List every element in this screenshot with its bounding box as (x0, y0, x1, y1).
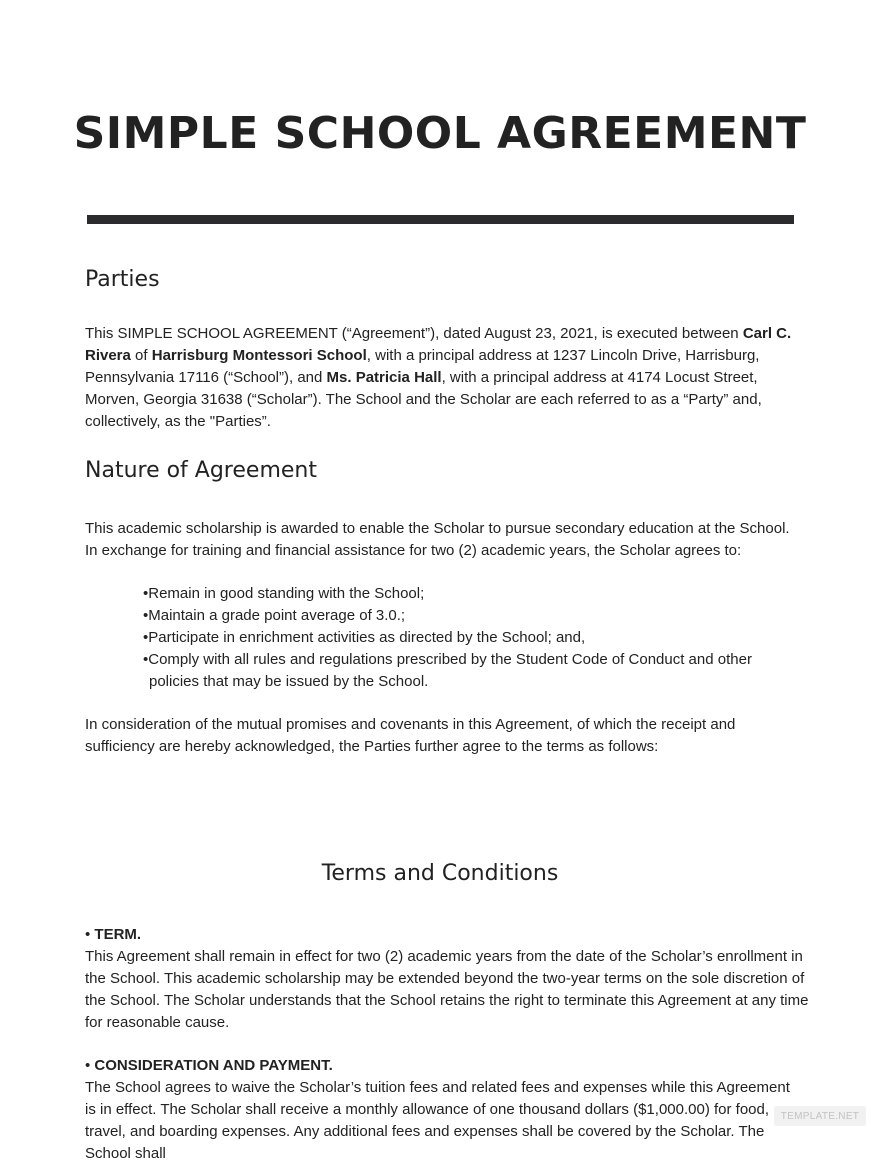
list-item: •Maintain a grade point average of 3.0.; (143, 607, 406, 624)
parties-paragraph: This SIMPLE SCHOOL AGREEMENT (“Agreement”), dated August 23, 2021, is executed between Carl C. Rivera of Harrisburg Montessori School, with a principal address at 1237 Lincoln Drive, Harrisburg, Pennsylvania 17116 (“School”), and Ms. Patricia Hall, with a principal address at 4174 Locust Street, Morven, Georgia 31638 (“Scholar”). The School and the Scholar are each referred to as a “Party” and, collectively, as the "Parties”. (85, 325, 792, 430)
term-text: This Agreement shall remain in effect for two (2) academic years from the date of the Scholar’s enrollment in the School. This academic scholarship may be extended beyond the two-year terms on the sole discretion of the School. The Scholar understands that the School retains the right to terminate this Agreement at any time for reasonable cause. (85, 948, 809, 1031)
terms-heading: Terms and Conditions (321, 861, 559, 886)
scholar-name: Ms. Patricia Hall (326, 369, 442, 386)
school-name: Harrisburg Montessori School (151, 347, 367, 364)
watermark-badge: TEMPLATE.NET (774, 1106, 866, 1126)
list-item: •Comply with all rules and regulations prescribed by the Student Code of Conduct and other policies that may be issued by the School. (143, 651, 752, 690)
nature-heading: Nature of Agreement (85, 458, 317, 483)
nature-intro: This academic scholarship is awarded to enable the Scholar to pursue secondary education at the School. In exchange for training and financial assistance for two (2) academic years, the Scholar agrees to: (85, 520, 790, 559)
consideration-text: The School agrees to waive the Scholar’s tuition fees and related fees and expenses while this Agreement is in effect. The Scholar shall receive a monthly allowance of one thousand dollars ($1,000.00) for food, travel, and boarding expenses. Any additional fees and expenses shall be covered by the Scholar. The School shall (85, 1079, 790, 1162)
list-item: •Participate in enrichment activities as directed by the School; and, (143, 629, 586, 646)
document-title: SIMPLE SCHOOL AGREEMENT (73, 108, 807, 159)
consideration-label: • CONSIDERATION AND PAYMENT. (85, 1057, 333, 1074)
parties-heading: Parties (85, 267, 160, 292)
list-item: •Remain in good standing with the School; (143, 585, 425, 602)
term-label: • TERM. (85, 926, 142, 943)
title-divider (87, 215, 794, 224)
obligations-list (143, 583, 803, 693)
consideration-paragraph: In consideration of the mutual promises and covenants in this Agreement, of which the receipt and sufficiency are hereby acknowledged, the Parties further agree to the terms as follows: (85, 716, 736, 755)
party-representative: Carl C. Rivera (85, 325, 792, 364)
